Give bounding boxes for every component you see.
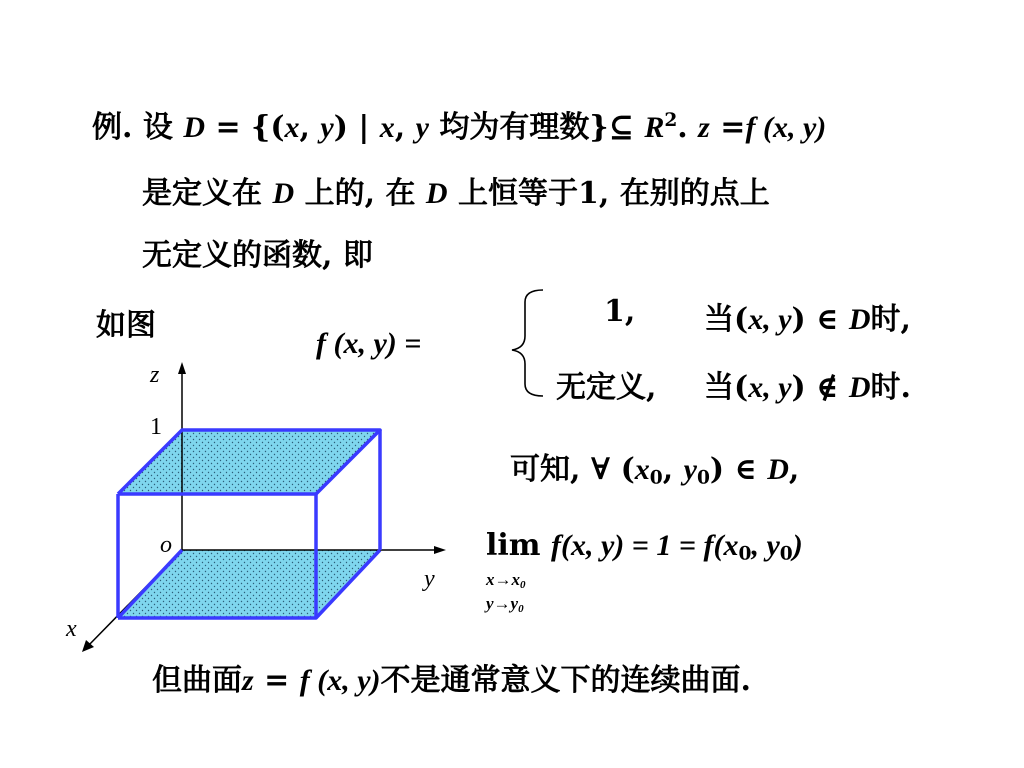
case1-condition (704, 294, 911, 338)
text: , 在别的点上 (598, 176, 770, 211)
func-args: (x, y) (309, 664, 381, 697)
text: 无定义的函数, 即 (142, 238, 373, 273)
limit-expression (486, 528, 803, 565)
superscript-2: 2 (664, 109, 678, 131)
text: 可知, ∀ ( (510, 452, 635, 487)
limit-middle: (x, y) = 1 = (561, 529, 704, 562)
example-prefix: 例. 设 (92, 110, 184, 145)
set-D: D (848, 371, 871, 404)
limit-sub-x (486, 570, 526, 591)
figure-label-text: 如图 (96, 308, 156, 343)
close-paren: ) (792, 529, 803, 562)
z-axis-arrow (178, 362, 186, 374)
equals: = (709, 110, 746, 145)
arg-x: (x (713, 529, 739, 562)
cond-end: 时, (870, 302, 911, 337)
element-of: ) ∈ (709, 452, 768, 487)
set-D: D (272, 177, 295, 210)
axis-label-z: z (150, 362, 160, 388)
set-D: D (767, 453, 789, 486)
case2-value-text: 无定义, (556, 370, 657, 405)
cond-text: 当( (704, 370, 749, 405)
set-D: D (848, 303, 871, 336)
func-f: f (745, 111, 756, 144)
text: 但曲面 (152, 663, 242, 698)
number-one: 1 (578, 176, 599, 211)
set-bar: ) | (333, 110, 380, 145)
equals-brace: = {( (205, 110, 285, 145)
cond-vars: x, y (748, 371, 792, 404)
case2-condition (704, 362, 911, 406)
comma: , (788, 452, 800, 487)
bottom-face (118, 550, 380, 618)
left-brace (512, 290, 543, 396)
func-f: f (299, 664, 310, 697)
limit-sub-x-text: x→x (486, 570, 520, 589)
conclusion-line (152, 655, 751, 699)
text: 上的, 在 (294, 176, 426, 211)
func-f: f (703, 529, 714, 562)
not-element-of: ) ∉ (791, 370, 849, 405)
subset-symbol: ⊆ (608, 110, 645, 145)
lim-operator: lim (486, 528, 541, 563)
axis-label-x: x (66, 616, 77, 642)
var-y: y (683, 453, 697, 486)
text: 上恒等于 (447, 176, 579, 211)
comma: , (394, 110, 416, 145)
real-R: R (644, 111, 665, 144)
comma: , (662, 452, 684, 487)
limit-sub-y-text: y→y (486, 594, 519, 613)
subscript-0: 0 (520, 579, 526, 591)
arg-y: , y (751, 529, 780, 562)
text: 不是通常意义下的连续曲面. (380, 663, 751, 698)
set-D: D (425, 177, 448, 210)
text: 是定义在 (142, 176, 273, 211)
cond-vars: x, y (748, 303, 792, 336)
var-x: x (379, 111, 395, 144)
subscript-0: 0 (696, 467, 710, 489)
element-of: ) ∈ (791, 302, 849, 337)
tick-label-one: 1 (150, 414, 162, 440)
subscript-0: 0 (518, 603, 524, 615)
cond-end: 时. (870, 370, 911, 405)
var-y: y (415, 111, 429, 144)
y-axis-arrow (434, 546, 446, 554)
var-x: x (284, 111, 300, 144)
var-z: z (242, 664, 254, 697)
piecewise-lhs-text: f (x, y) = (316, 327, 422, 360)
case2-value (556, 362, 656, 406)
limit-sub-y (486, 594, 524, 615)
var-z: z (698, 111, 710, 144)
var-y: y (320, 111, 334, 144)
func-args: (x, y) (755, 111, 827, 144)
subscript-0: 0 (738, 543, 752, 565)
equals: = (253, 663, 300, 698)
subscript-0: 0 (649, 467, 663, 489)
period: . (677, 110, 699, 145)
cond-text: 当( (704, 302, 749, 337)
var-x: x (634, 453, 650, 486)
set-D: D (183, 111, 206, 144)
comma: , (299, 110, 321, 145)
case1-value-text: 1, (604, 294, 636, 329)
knowing-line (510, 444, 799, 489)
axis-label-y: y (424, 566, 435, 592)
rational-condition: 均为有理数} (428, 110, 609, 145)
case1-value (604, 294, 635, 329)
subscript-0: 0 (779, 543, 793, 565)
func-f: f (551, 529, 561, 562)
origin-label: o (160, 532, 172, 558)
